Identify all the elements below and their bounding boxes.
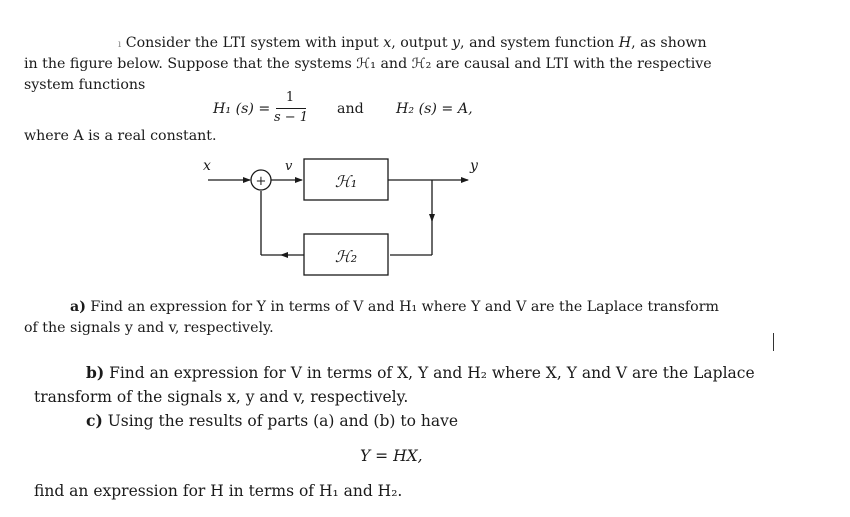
part-c-equation: Y = HX, (360, 447, 423, 465)
sum-plus-sign: + (255, 174, 267, 189)
part-a-line-1: a) Find an expression for Y in terms of V and H₁ where Y and V are the Laplace transform (70, 299, 719, 315)
text-cursor (773, 333, 774, 351)
part-a-line-2: of the signals y and v, respectively. (24, 320, 274, 336)
part-b-line-1-label: b) (86, 363, 105, 382)
intro-text-1: Consider the LTI system with input 𝑥, output 𝑦, and system function 𝐻, as shown (125, 35, 707, 51)
h2-equation: H₂ (s) = A, (396, 101, 473, 117)
part-b-line-2: transform of the signals x, y and v, respectively. (34, 388, 409, 406)
h1-fraction-numerator: 1 (285, 90, 295, 105)
part-c-line-1: c) Using the results of parts (a) and (b) to have (86, 411, 459, 430)
intro-line-2: in the figure below. Suppose that the systems ℋ₁ and ℋ₂ are causal and LTI with the respective (24, 56, 712, 72)
part-c-line-1-label: c) (86, 411, 103, 430)
part-c-line-2: find an expression for H in terms of H₁ and H₂. (34, 482, 403, 500)
h1-equation-lhs: H₁ (s) = (213, 101, 271, 117)
input-label: x (203, 158, 211, 174)
v-label: v (285, 159, 293, 174)
intro-line-3: system functions (24, 77, 146, 93)
part-a-line-1-label: a) (70, 299, 86, 315)
output-label: y (470, 158, 478, 174)
where-line: where A is a real constant. (24, 128, 217, 144)
intro-tick-mark: ı (118, 39, 122, 50)
equation-and: and (337, 101, 364, 117)
h1-fraction-denominator: s − 1 (273, 110, 309, 125)
h2-block-label: ℋ₂ (334, 247, 358, 266)
part-b-line-1: b) Find an expression for V in terms of X, Y and H₂ where X, Y and V are the Laplace (86, 363, 755, 382)
h1-block-label: ℋ₁ (334, 172, 358, 191)
